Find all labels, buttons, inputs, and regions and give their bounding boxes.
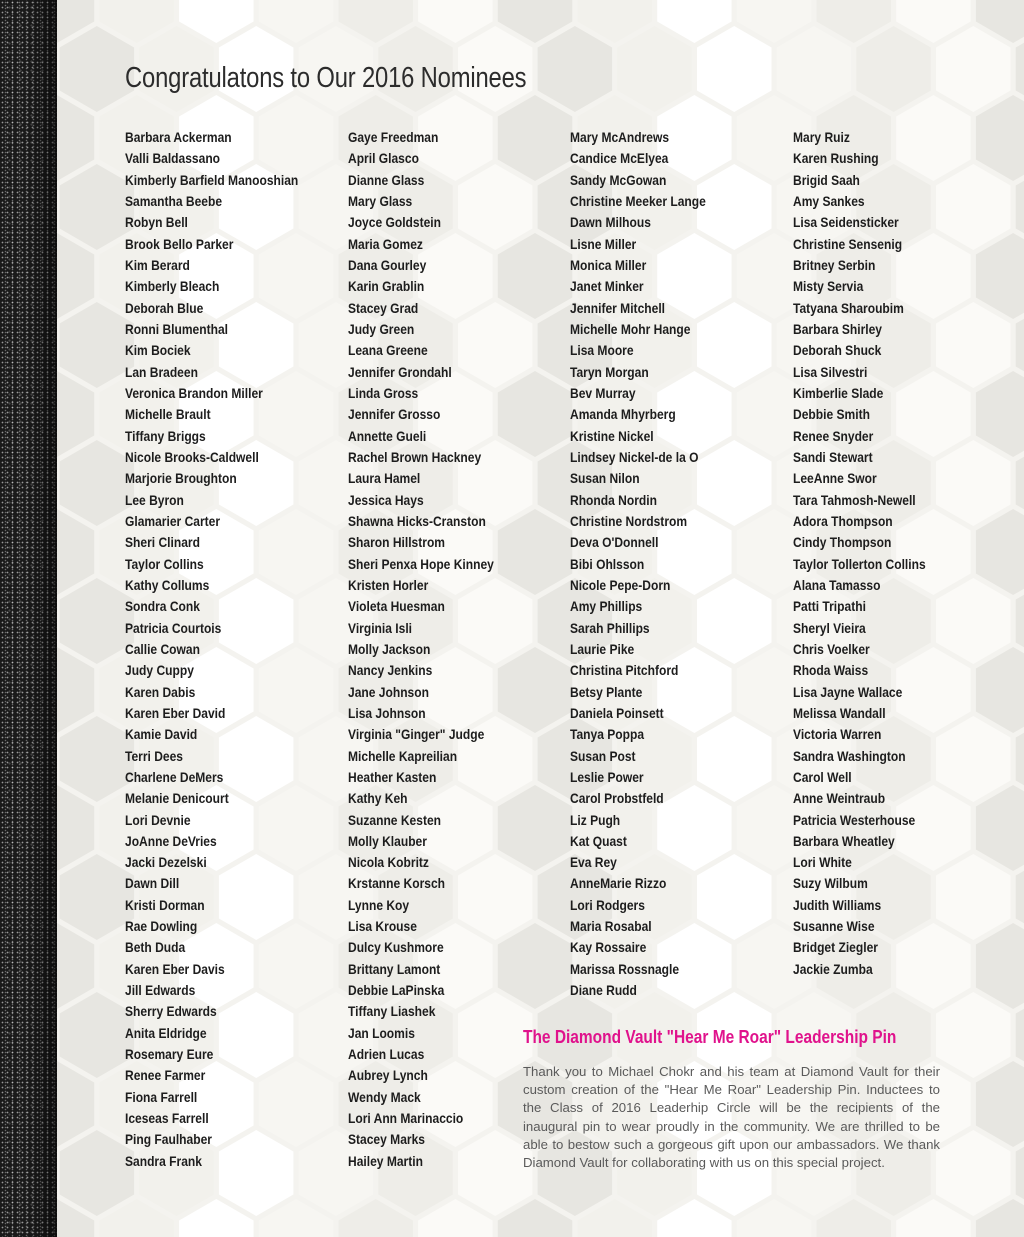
nominee-name: Deborah Blue [125,299,204,316]
nominee-name: Carol Probstfeld [570,790,664,807]
pin-section-body: Thank you to Michael Chokr and his team at Diamond Vault for their custom creation of the "Hear Me Roar" Leadership Pin. Inductees to the Class of 2016 Leaderhip Circle will be the recipients of the inaugural pin to wear proudly in the community. We are thrilled to be able to bestow such a gorgeous gift upon our ambassadors. We thank Diamond Vault for collaborating with us on this special project. [523,1064,940,1171]
nominee-name: Amy Sankes [793,192,865,209]
nominee-name: Leslie Power [570,768,644,785]
nominee-name: Amy Phillips [570,598,643,615]
nominee-name: Virginia Isli [348,619,413,636]
nominee-name: Christine Meeker Lange [570,192,706,209]
nominee-name: Kay Rossaire [570,939,647,956]
nominee-name: Melanie Denicourt [125,790,229,807]
nominee-name: Karen Eber Davis [125,960,225,977]
nominee-name: Renee Snyder [793,427,874,444]
nominee-name: Virginia "Ginger" Judge [348,726,485,743]
nominee-name: Tanya Poppa [570,726,645,743]
hexagon-tile [60,992,135,1078]
nominee-name: Victoria Warren [793,726,882,743]
nominee-name: Kimberly Barfield Manooshian [125,171,299,188]
nominee-name: Kathy Collums [125,576,210,593]
nominee-name: Tara Tahmosh-Newell [793,491,916,508]
nominee-name: Sandi Stewart [793,448,873,465]
nominee-name: Kristi Dorman [125,896,205,913]
nominee-name: Dulcy Kushmore [348,939,444,956]
nominee-name: Deborah Shuck [793,342,882,359]
nominee-name: Mary McAndrews [570,129,670,145]
nominee-name: Anne Weintraub [793,790,886,807]
nominee-name: Fiona Farrell [125,1088,198,1105]
nominee-name: Kimberlie Slade [793,384,884,401]
nominee-name: Susan Post [570,747,636,764]
nominee-name: Judith Williams [793,896,882,913]
nominee-name: Lisa Johnson [348,704,426,721]
nominee-name: Jan Loomis [348,1024,415,1041]
nominee-name: Lindsey Nickel-de la O [570,448,699,465]
hexagon-tile [57,509,94,595]
nominee-name: Kat Quast [570,832,627,849]
nominee-name: Samantha Beebe [125,192,223,209]
nominee-name: Susan Nilon [570,470,640,487]
nominee-name: Sheryl Vieira [793,619,866,636]
nominee-name: Michelle Brault [125,406,211,423]
nominee-name: Sarah Phillips [570,619,650,636]
hexagon-tile [60,578,135,664]
hexagon-tile [60,302,135,388]
nominee-name: Iceseas Farrell [125,1110,209,1127]
hexagon-tile [57,647,94,733]
glitter-sidebar [0,0,57,1237]
hexagon-tile [60,854,135,940]
nominee-name: Suzanne Kesten [348,811,442,828]
nominee-name: Lee Byron [125,491,184,508]
nominee-name: Lisa Krouse [348,918,417,935]
nominee-name: Barbara Ackerman [125,129,232,145]
nominee-name: Anita Eldridge [125,1024,207,1041]
nominee-name: Christine Sensenig [793,235,903,252]
nominee-name: Lori Rodgers [570,896,645,913]
nominee-name: Lori White [793,854,852,871]
nominee-name: Sheri Penxa Hope Kinney [348,555,494,572]
nominee-name: Molly Klauber [348,832,427,849]
nominee-name: Jacki Dezelski [125,854,207,871]
nominee-name: Sharon Hillstrom [348,534,446,551]
nominee-name: Lisne Miller [570,235,637,252]
nominee-name: Jennifer Grondahl [348,363,452,380]
nominee-name: Linda Gross [348,384,419,401]
hexagon-tile [57,371,94,457]
nominee-name: Krstanne Korsch [348,875,446,892]
nominee-name: Amanda Mhyrberg [570,406,676,423]
nominee-name: Christina Pitchford [570,662,679,679]
nominee-name: Dianne Glass [348,171,425,188]
nominee-name: Jennifer Mitchell [570,299,666,316]
nominee-name: Eva Rey [570,854,617,871]
hexagon-tile [777,26,851,112]
nominee-name: Tiffany Briggs [125,427,206,444]
nominee-name: Patricia Courtois [125,619,222,636]
nominee-name: Veronica Brandon Miller [125,384,263,401]
nominee-name: Michelle Mohr Hange [570,320,691,337]
page-title: Congratulatons to Our 2016 Nominees [125,62,527,94]
nominee-name: Laurie Pike [570,640,635,657]
nominee-name: Charlene DeMers [125,768,224,785]
nominee-name: Lisa Silvestri [793,363,868,380]
nominee-name: Lan Bradeen [125,363,198,380]
nominee-name: Kimberly Bleach [125,278,220,295]
nominee-name: Brigid Saah [793,171,860,188]
nominee-name: Bridget Ziegler [793,939,878,956]
nominee-name: Tatyana Sharoubim [793,299,904,316]
nominee-name: Robyn Bell [125,214,188,231]
nominee-name: Sherry Edwards [125,1003,217,1020]
nominee-name: Jackie Zumba [793,960,873,977]
nominee-name: Karen Dabis [125,683,196,700]
nominee-name: Dawn Dill [125,875,180,892]
hexagon-tile [856,26,931,112]
hexagon-tile [60,716,135,802]
nominee-name: Maria Rosabal [570,918,652,935]
nominee-name: Susanne Wise [793,918,875,935]
nominee-name: Taylor Collins [125,555,204,572]
nominee-name: Jennifer Grosso [348,406,441,423]
nominee-name: Kamie David [125,726,198,743]
nominee-name: LeeAnne Swor [793,470,877,487]
nominee-name: Glamarier Carter [125,512,221,529]
nominee-name: Jessica Hays [348,491,424,508]
hexagon-tile [57,923,94,1009]
nominee-name: Dana Gourley [348,256,427,273]
nominee-name: Sondra Conk [125,598,200,615]
nominee-name: Renee Farmer [125,1067,206,1084]
nominee-name: Kim Bociek [125,342,191,359]
nominee-name: Callie Cowan [125,640,200,657]
nominee-name: Nancy Jenkins [348,662,433,679]
nominee-name: Brook Bello Parker [125,235,234,252]
nominee-name: Judy Green [348,320,415,337]
nominee-name: Maria Gomez [348,235,423,252]
nominee-name: AnneMarie Rizzo [570,875,667,892]
hexagon-tile [60,440,135,526]
nominee-name: Taryn Morgan [570,363,649,380]
nominee-name: Jill Edwards [125,982,196,999]
nominee-name: April Glasco [348,150,419,167]
nominee-name: Rae Dowling [125,918,198,935]
nominee-name: Bev Murray [570,384,636,401]
hexagon-tile [60,26,135,112]
nominee-name: Melissa Wandall [793,704,886,721]
nominee-name: Marissa Rossnagle [570,960,680,977]
nominee-name: Britney Serbin [793,256,876,273]
nominee-name: Barbara Wheatley [793,832,895,849]
nominee-name: Patricia Westerhouse [793,811,916,828]
nominee-name: Terri Dees [125,747,184,764]
nominee-name: Rhonda Nordin [570,491,657,508]
nominee-column-3 [570,127,800,1001]
hexagon-tile [57,95,94,181]
nominee-name: Diane Rudd [570,982,637,999]
nominee-column-1 [125,127,355,1172]
nominee-name: Betsy Plante [570,683,643,700]
nominee-name: Ronni Blumenthal [125,320,229,337]
nominee-name: Wendy Mack [348,1088,421,1105]
hexagon-tile [57,233,94,319]
nominee-name: Sandra Frank [125,1152,202,1169]
hexagon-tile [538,26,613,112]
nominee-name: Kathy Keh [348,790,408,807]
nominee-name: Sandy McGowan [570,171,667,188]
nominee-name: Sandra Washington [793,747,906,764]
hexagon-tile [60,1130,135,1216]
nominee-name: Jane Johnson [348,683,429,700]
nominee-name: Dawn Milhous [570,214,651,231]
nominee-name: Brittany Lamont [348,960,441,977]
nominee-name: Debbie Smith [793,406,870,423]
nominee-name: Monica Miller [570,256,647,273]
hexagon-tile [936,26,1011,112]
nominee-name: Lori Ann Marinaccio [348,1110,464,1127]
nominee-name: Alana Tamasso [793,576,881,593]
nominee-name: Karen Eber David [125,704,226,721]
nominee-name: Laura Hamel [348,470,421,487]
nominee-name: Marjorie Broughton [125,470,237,487]
hexagon-tile [57,785,94,871]
nominee-name: Rosemary Eure [125,1046,214,1063]
nominee-name: Lori Devnie [125,811,191,828]
nominee-name: Karen Rushing [793,150,879,167]
nominee-name: Sheri Clinard [125,534,200,551]
nominee-name: Misty Servia [793,278,864,295]
nominee-name: Kristine Nickel [570,427,654,444]
nominee-name: Nicola Kobritz [348,854,429,871]
nominee-name: Adora Thompson [793,512,893,529]
hexagon-tile [936,992,1011,1078]
nominee-name: Stacey Grad [348,299,419,316]
nominee-name: Karin Grablin [348,278,425,295]
nominee-name: Shawna Hicks-Cranston [348,512,486,529]
nominee-name: Lisa Moore [570,342,634,359]
nominee-name: Joyce Goldstein [348,214,442,231]
nominee-name: Barbara Shirley [793,320,883,337]
nominee-name: Nicole Pepe-Dorn [570,576,671,593]
pin-section-heading: The Diamond Vault "Hear Me Roar" Leadership Pin [523,1027,897,1047]
nominee-name: Aubrey Lynch [348,1067,428,1084]
nominee-name: Stacey Marks [348,1131,425,1148]
nominee-name: Daniela Poinsett [570,704,664,721]
nominee-name: Annette Gueli [348,427,427,444]
nominee-name: Chris Voelker [793,640,870,657]
nominee-name: Deva O'Donnell [570,534,659,551]
nominee-name: Liz Pugh [570,811,621,828]
nominee-name: Gaye Freedman [348,129,439,145]
nominee-column-2 [348,127,578,1172]
nominee-name: Patti Tripathi [793,598,866,615]
nominee-name: Adrien Lucas [348,1046,425,1063]
nominee-name: Violeta Huesman [348,598,445,615]
nominee-name: Kristen Horler [348,576,429,593]
nominee-name: Hailey Martin [348,1152,423,1169]
nominee-name: JoAnne DeVries [125,832,217,849]
hexagon-tile [617,26,692,112]
nominee-name: Tiffany Liashek [348,1003,436,1020]
nominee-name: Mary Ruiz [793,129,850,145]
nominee-name: Nicole Brooks-Caldwell [125,448,259,465]
nominee-column-4 [793,127,1023,980]
hexagon-tile [57,1061,94,1147]
nominee-name: Christine Nordstrom [570,512,688,529]
nominee-name: Carol Well [793,768,852,785]
nominee-name: Mary Glass [348,192,413,209]
nominee-name: Judy Cuppy [125,662,194,679]
nominee-name: Taylor Tollerton Collins [793,555,926,572]
hexagon-tile [936,1130,1011,1216]
nominee-name: Lynne Koy [348,896,410,913]
nominee-name: Molly Jackson [348,640,431,657]
hexagon-tile [976,1061,1024,1147]
nominee-name: Heather Kasten [348,768,437,785]
nominee-name: Debbie LaPinska [348,982,445,999]
nominee-name: Kim Berard [125,256,190,273]
nominee-name: Leana Greene [348,342,428,359]
nominee-name: Rhoda Waiss [793,662,869,679]
hexagon-tile [60,164,135,250]
hexagon-tile [697,26,772,112]
nominee-name: Janet Minker [570,278,644,295]
nominee-name: Valli Baldassano [125,150,221,167]
nominee-name: Candice McElyea [570,150,669,167]
nominee-name: Lisa Seidensticker [793,214,899,231]
nominee-name: Cindy Thompson [793,534,892,551]
nominee-name: Ping Faulhaber [125,1131,212,1148]
nominee-name: Lisa Jayne Wallace [793,683,903,700]
nominee-name: Beth Duda [125,939,186,956]
nominee-name: Bibi Ohlsson [570,555,645,572]
nominee-name: Suzy Wilbum [793,875,868,892]
nominee-name: Michelle Kapreilian [348,747,458,764]
nominee-name: Rachel Brown Hackney [348,448,482,465]
